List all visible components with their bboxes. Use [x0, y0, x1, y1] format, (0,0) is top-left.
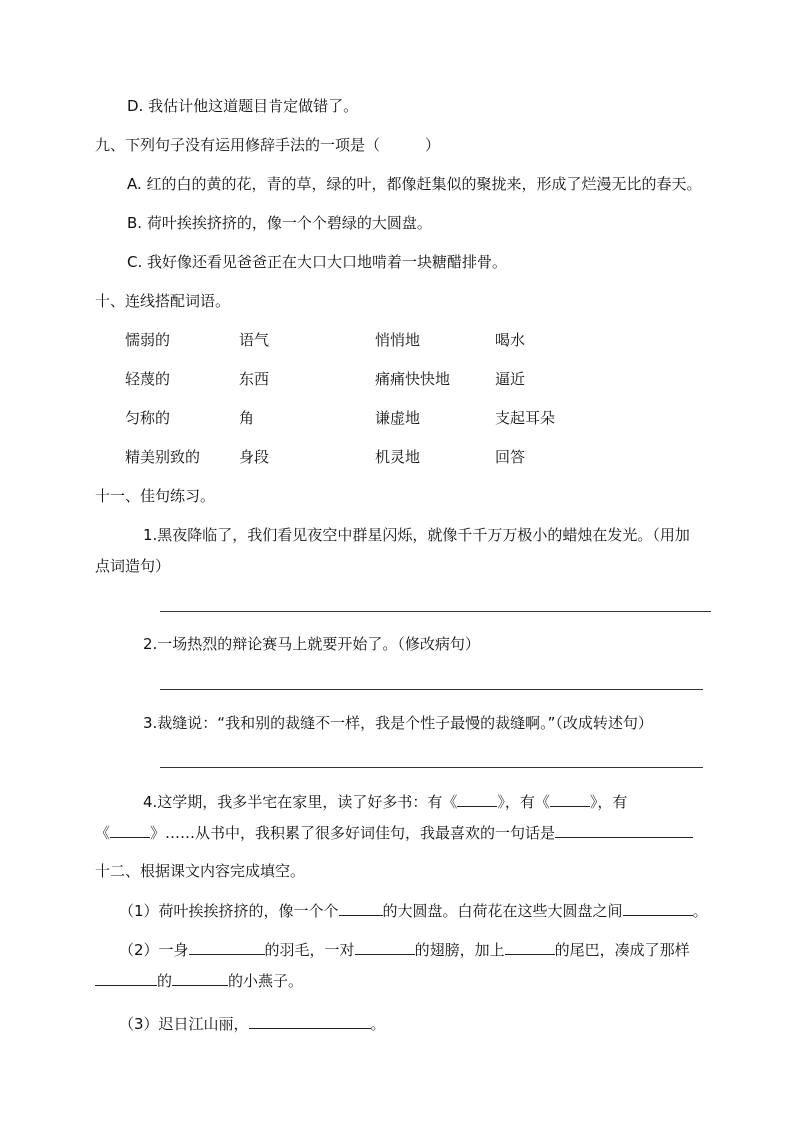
- q12-text: （2）一身: [119, 941, 189, 959]
- q9-option-b: B. 荷叶挨挨挤挤的，像一个个碧绿的大圆盘。: [127, 214, 432, 232]
- q11-item4-line2: [95, 822, 693, 843]
- q11-item4-text: 》，有《: [497, 793, 550, 811]
- q11-item1-line2: 点词造句）: [95, 557, 171, 575]
- q12-text: （3）迟日江山丽，: [119, 1015, 249, 1033]
- q11-item4-text: 《: [95, 824, 111, 842]
- q12-sentence-1: [119, 900, 708, 921]
- q9-title: 九、下列句子没有运用修辞手法的一项是（ ）: [95, 136, 441, 154]
- q11-item1-line1: 1.黑夜降临了，我们看见夜空中群星闪烁，就像千千万万极小的蜡烛在发光。（用加: [143, 526, 690, 544]
- word-cell[interactable]: 匀称的: [125, 409, 171, 427]
- q12-sentence-2-line2: [95, 970, 303, 991]
- q12-text: 的大圆盘。白荷花在这些大圆盘之间: [382, 902, 623, 920]
- q9-option-c: C. 我好像还看见爸爸正在大口大口地啃着一块糖醋排骨。: [127, 253, 508, 271]
- word-cell[interactable]: 东西: [239, 370, 270, 388]
- q12-text: 的小燕子。: [228, 972, 304, 990]
- favorite-sentence-blank[interactable]: [555, 822, 693, 838]
- fill-blank[interactable]: [355, 939, 415, 955]
- book-blank-3[interactable]: [110, 822, 150, 838]
- q11-item3: 3.裁缝说：“我和别的裁缝不一样，我是个性子最慢的裁缝啊。”（改成转述句）: [143, 714, 653, 732]
- q11-item4-text: 》……从书中，我积累了很多好词佳句，我最喜欢的一句话是: [150, 824, 556, 842]
- q12-text: （1）荷叶挨挨挤挤的，像一个个: [119, 902, 339, 920]
- word-cell[interactable]: 回答: [495, 448, 526, 466]
- word-cell[interactable]: 角: [239, 409, 255, 427]
- word-cell[interactable]: 身段: [239, 448, 270, 466]
- word-cell[interactable]: 精美别致的: [125, 448, 201, 466]
- q11-title: 十一、佳句练习。: [95, 487, 216, 505]
- q11-item2: 2.一场热烈的辩论赛马上就要开始了。（修改病句）: [143, 635, 480, 653]
- q10-title: 十、连线搭配词语。: [95, 292, 231, 310]
- q12-sentence-2-line1: [119, 939, 690, 960]
- q12-text: 的尾巴，凑成了那样: [554, 941, 690, 959]
- book-blank-1[interactable]: [457, 791, 497, 807]
- word-cell[interactable]: 逼近: [495, 370, 526, 388]
- word-cell[interactable]: 痛痛快快地: [375, 370, 451, 388]
- answer-line-1[interactable]: [160, 611, 711, 612]
- answer-line-3[interactable]: [160, 767, 703, 768]
- word-cell[interactable]: 机灵地: [375, 448, 421, 466]
- q12-sentence-3: [119, 1013, 386, 1034]
- fill-blank[interactable]: [505, 939, 555, 955]
- word-cell[interactable]: 懦弱的: [125, 331, 171, 349]
- fill-blank[interactable]: [623, 900, 693, 916]
- fill-blank[interactable]: [249, 1013, 371, 1029]
- q12-title: 十二、根据课文内容完成填空。: [95, 862, 306, 880]
- fill-blank[interactable]: [339, 900, 383, 916]
- q12-text: 。: [370, 1015, 386, 1033]
- word-cell[interactable]: 支起耳朵: [495, 409, 556, 427]
- q11-item4-text: 》，有: [589, 793, 628, 811]
- word-cell[interactable]: 谦虚地: [375, 409, 421, 427]
- fill-blank[interactable]: [172, 970, 228, 986]
- answer-line-2[interactable]: [160, 689, 703, 690]
- q11-item4-text: 4.这学期，我多半宅在家里，读了好多书：有《: [143, 793, 458, 811]
- word-cell[interactable]: 喝水: [495, 331, 526, 349]
- word-cell[interactable]: 语气: [239, 331, 270, 349]
- q11-item4-line1: [143, 791, 627, 812]
- word-cell[interactable]: 轻蔑的: [125, 370, 171, 388]
- q12-text: 的: [157, 972, 173, 990]
- q12-text: 的翅膀，加上: [414, 941, 505, 959]
- book-blank-2[interactable]: [550, 791, 590, 807]
- q12-text: 。: [692, 902, 708, 920]
- q8-option-d: D. 我估计他这道题目肯定做错了。: [127, 97, 359, 115]
- word-cell[interactable]: 悄悄地: [375, 331, 421, 349]
- q9-option-a: A. 红的白的黄的花，青的草，绿的叶，都像赶集似的聚拢来，形成了烂漫无比的春天。: [127, 175, 702, 193]
- fill-blank[interactable]: [95, 970, 157, 986]
- fill-blank[interactable]: [189, 939, 265, 955]
- q12-text: 的羽毛，一对: [264, 941, 355, 959]
